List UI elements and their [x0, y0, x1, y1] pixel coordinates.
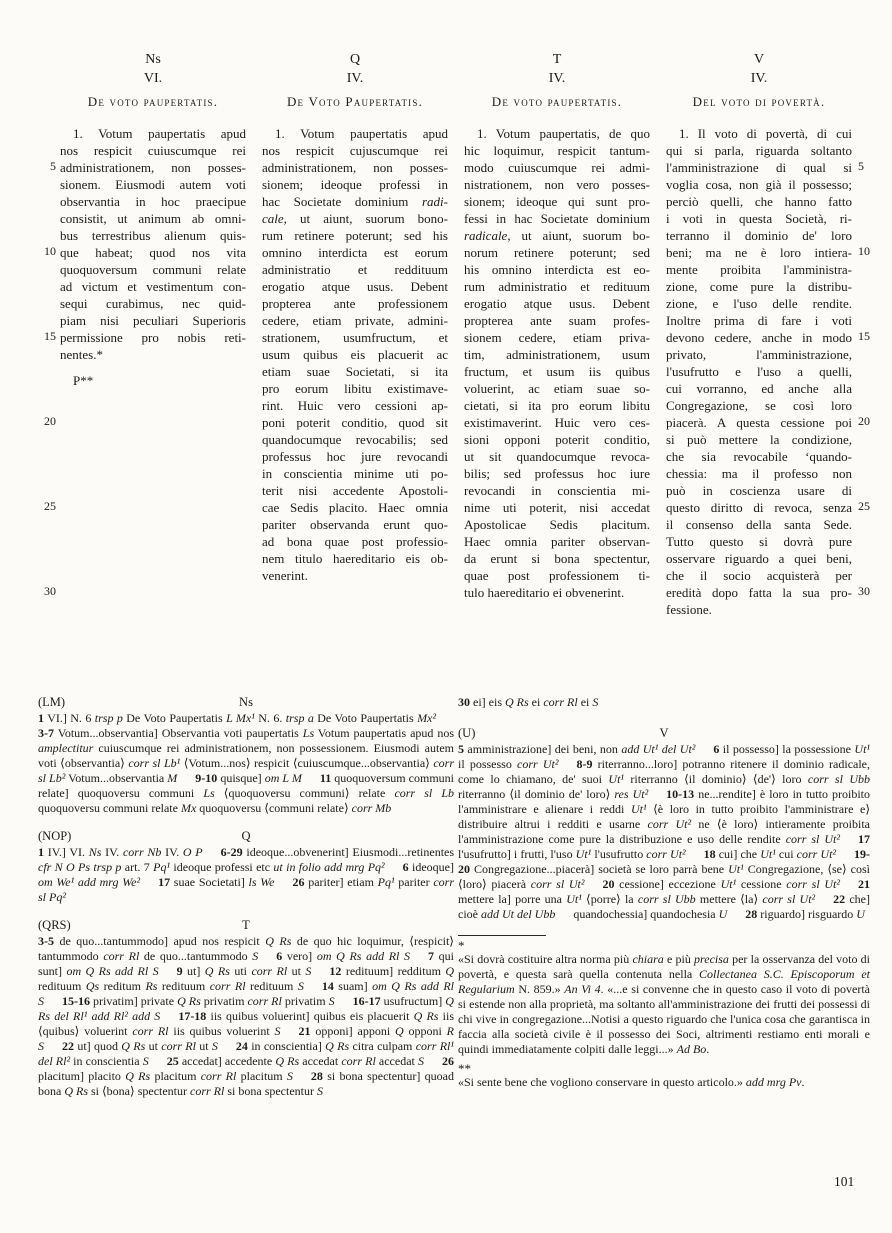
- witness-group-label: (QRS): [38, 918, 71, 932]
- text-line: piam nisi peculiari Superioris: [60, 313, 246, 328]
- text-line: nos respicit cuiuscumque rei: [60, 143, 246, 158]
- text-line: quandocumque revocabilis; sed: [262, 432, 448, 447]
- text-line: beni; ma ne è loro intiera-: [666, 245, 852, 260]
- column-text: [60, 125, 246, 363]
- line-number: 15: [44, 329, 56, 343]
- text-line: consistit, ut animum ab omni-: [60, 211, 246, 226]
- apparatus-header: [38, 829, 454, 845]
- text-line: hic loquimur, respicit tantum-: [464, 143, 650, 158]
- chapter-title: Del voto di povertà.: [692, 94, 826, 109]
- footnote-mark: *: [458, 938, 465, 953]
- text-line: in conscientia minime uti po-: [262, 466, 448, 481]
- witness-group-label: (NOP): [38, 829, 72, 843]
- text-line: rum administratio et redituum: [464, 279, 650, 294]
- text-line: radicale, ut aiunt, suorum bo-: [464, 228, 650, 243]
- footnote-text: «Si dovrà costituire altra norma più chiara e più precisa per la osservanza del voto di povertà, e questa sarà quella contenuta nella Collectanea S.C. Episcoporum et Regularium N. 859.» An Vi 4. «...e si convenne che in questo caso il voto di povertà si estende non alla proprietà, ma soltanto all'amministrazione dei frutti dei possessi di chi vive in congregazione...Notisi a questo riguardo che l'unica cosa che garantisca in faccia alla società civile è il possesso dei Soci, altrimenti restiamo enti morali e quindi immediatamente colpiti dalle leggi...» Ad Bo.: [458, 952, 870, 1056]
- column-text: [464, 125, 650, 601]
- text-line: mente proibita l'amministra-: [666, 262, 852, 277]
- text-line: terit nisi accedente Apostoli-: [262, 483, 448, 498]
- apparatus-siglum: Q: [241, 829, 251, 843]
- text-line: propterea ante professionem: [262, 296, 448, 311]
- text-line: rum retinere poterunt; sed his: [262, 228, 448, 243]
- text-line: zione, e l'uso delle rendite.: [666, 296, 852, 311]
- chapter-title: De Voto Paupertatis.: [286, 94, 424, 109]
- text-line: 1. Votum paupertatis apud: [73, 126, 246, 141]
- text-line: etiam suae Societati, si ita: [262, 364, 448, 379]
- text-line: 1. Votum paupertatis apud: [275, 126, 448, 141]
- text-line: nime uti poterit, nisi accedat: [464, 500, 650, 515]
- text-line: 1. Votum paupertatis, de quo: [477, 126, 650, 141]
- text-line: strationem, usumfructum, et: [262, 330, 448, 345]
- column-text: [262, 125, 448, 584]
- text-line: sionem cedere, etiam priva-: [464, 330, 650, 345]
- text-line: sionem; ideoque professi in: [262, 177, 448, 192]
- text-line: osservare riguardo a quei beni,: [666, 551, 852, 566]
- line-number: 20: [44, 414, 56, 428]
- paragraph-mark: P**: [73, 373, 94, 388]
- text-line: erogatio atque usus. Debent: [464, 296, 650, 311]
- text-line: sioni opponi poterit conditio,: [464, 432, 650, 447]
- text-line: l'usufrutto e l'uso a quelli,: [666, 364, 852, 379]
- page-number: 101: [834, 1174, 855, 1189]
- column-v: [666, 52, 852, 618]
- text-line: i voti in questa Società, ri-: [666, 211, 852, 226]
- line-number: 5: [858, 159, 864, 173]
- column-ns: [60, 52, 246, 389]
- text-line: 1. Il voto di povertà, di cui: [679, 126, 852, 141]
- text-line: si può mettere la condizione,: [666, 432, 852, 447]
- line-number: 25: [44, 499, 56, 513]
- manuscript-siglum: Q: [349, 52, 361, 67]
- text-line: fructum, et usum iis quibus: [464, 364, 650, 379]
- column-q: [262, 52, 448, 584]
- text-line: il consenso della santa Sede.: [666, 517, 852, 532]
- text-line: hac Societate dominium radi-: [262, 194, 448, 209]
- apparatus-entries: 1 VI.] N. 6 trsp p De Voto Paupertatis L Mx¹ N. 6. trsp a De Voto Paupertatis Mx² 3-7 Votum...observantia] Observantia voti paupertatis Ls Votum paupertatis apud nos amplectitur cuiuscumque rei administrationem, non possessionem. Eiusmodi autem voti ⟨observantia⟩ corr sl Lb¹ ⟨Votum...nos⟩ respicit ⟨cuiuscumque...observantia⟩ corr sl Lb² Votum...observantia M 9-10 quisque] om L M 11 quoquoversum communi relate] quoquoversu communi Ls ⟨quoquoversu communi⟩ relate corr sl Lb quoquoversu communi relate Mx quoquoversu ⟨communi relate⟩ corr Mb: [38, 711, 455, 815]
- text-line: que habeat; quod nos vita: [60, 245, 246, 260]
- chapter-numeral: IV.: [346, 71, 364, 86]
- text-line: Haec omnia pariter observan-: [464, 534, 650, 549]
- text-line: sequi curabimus, nec quid-: [60, 296, 246, 311]
- text-line: bus terrestribus alienum quis-: [60, 228, 246, 243]
- text-line: Inoltre prima di fare i voti: [666, 313, 852, 328]
- apparatus-right-column: [458, 695, 870, 1095]
- text-line: observantia in hoc praecipue: [60, 194, 246, 209]
- text-line: bilis; sed professus hoc iure: [464, 466, 650, 481]
- text-line: nos respicit cujuscumque rei: [262, 143, 448, 158]
- line-number: 5: [50, 159, 56, 173]
- apparatus-section-qrs: [38, 918, 454, 1099]
- text-line: erogatio atque usus. Debent: [262, 279, 448, 294]
- text-line: existimaverint. Huic vero ces-: [464, 415, 650, 430]
- line-number: 30: [44, 584, 56, 598]
- text-line: nentes.*: [60, 347, 103, 362]
- text-line: voluerint, ac etiam suae so-: [464, 381, 650, 396]
- manuscript-siglum: T: [552, 52, 562, 67]
- text-line: his omnino interdicta est eo-: [464, 262, 650, 277]
- line-number: 20: [858, 414, 870, 428]
- text-line: voglia cosa, non già il possesso;: [666, 177, 852, 192]
- text-line: questo diritto di revoca, senza: [666, 500, 852, 515]
- apparatus-siglum: V: [659, 726, 669, 740]
- column-text: [666, 125, 852, 618]
- text-line: che il socio acquisterà per: [666, 568, 852, 583]
- text-line: devono cedere, anche in modo: [666, 330, 852, 345]
- text-line: pro eorum libitu existimave-: [262, 381, 448, 396]
- text-line: rint. Huic vero cessioni ap-: [262, 398, 448, 413]
- text-line: pariter observanda erunt quo-: [262, 517, 448, 532]
- chapter-numeral: VI.: [143, 71, 163, 86]
- text-line: eredità dopo fatta la sua pro-: [666, 585, 852, 600]
- text-line: poni poterit conditio, quod sit: [262, 415, 448, 430]
- witness-group-label: (U): [458, 726, 476, 740]
- text-line: nistrationem, non vero posses-: [464, 177, 650, 192]
- text-line: può in coscienza usare di: [666, 483, 852, 498]
- chapter-numeral: IV.: [548, 71, 566, 86]
- line-number: 10: [858, 244, 870, 258]
- footnote-mark: **: [458, 1061, 471, 1076]
- text-line: cae Sedis placito. Haec omnia: [262, 500, 448, 515]
- line-number-rail-right: [858, 124, 888, 624]
- text-line: modo cuiuscumque rei admi-: [464, 160, 650, 175]
- text-line: sionem. Eiusmodi autem voti: [60, 177, 246, 192]
- text-line: che sia revocabile ‘quando-: [666, 449, 852, 464]
- line-number: 10: [44, 244, 56, 258]
- text-line: tim, administrationem, usum: [464, 347, 650, 362]
- footnote-separator-rule: [458, 935, 546, 936]
- text-line: omnino interdicta est eorum: [262, 245, 448, 260]
- apparatus-entries: 1 IV.] VI. Ns IV. corr Nb IV. O P 6-29 ideoque...obvenerint] Eiusmodi...retinentes cfr N O Ps trsp p art. 7 Pq¹ ideoque professi etc ut in folio add mrg Pq² 6 ideoque] om We¹ add mrg We² 17 suae Societati] ls We 26 pariter] etiam Pq¹ pariter corr sl Pq²: [38, 845, 455, 904]
- apparatus-header: [458, 726, 870, 742]
- text-line: usum quibus eis placuerit ac: [262, 347, 448, 362]
- text-line: cui vorranno, ed anche alla: [666, 381, 852, 396]
- text-line: privato, l'amministrazione,: [666, 347, 852, 362]
- text-line: Apostolicae Sedis placitum.: [464, 517, 650, 532]
- text-line: propterea ante suam profes-: [464, 313, 650, 328]
- line-number: 30: [858, 584, 870, 598]
- chapter-title: De voto paupertatis.: [87, 94, 219, 109]
- apparatus-entries: 3-5 de quo...tantummodo] apud nos respicit Q Rs de quo hic loquimur, ⟨respicit⟩ tantummodo corr Rl de quo...tantummodo S 6 vero] om Q Rs add Rl S 7 qui sunt] om Q Rs add Rl S 9 ut] Q Rs uti corr Rl ut S 12 redituum] redditum Q redituum Qs reditum Rs redituum corr Rl redituum S 14 suam] om Q Rs add Rl S 15-16 privatim] private Q Rs privatim corr Rl privatim S 16-17 usufructum] Q Rs del Rl¹ add Rl² add S 17-18 iis quibus voluerint] quibus eis placuerit Q Rs iis ⟨quibus⟩ voluerint corr Rl iis quibus voluerint S 21 opponi] apponi Q opponi R S 22 ut] quod Q Rs ut corr Rl ut S 24 in conscientia] Q Rs citra culpam corr Rl¹ del Rl² in conscientia S 25 accedat] accedente Q Rs accedat corr Rl accedat S 26 placitum] placito Q Rs placitum corr Rl placitum S 28 si bona spectentur] quoad bona Q Rs si ⟨bona⟩ spectentur corr Rl si bona spectentur S: [38, 934, 455, 1098]
- apparatus-header: [38, 918, 454, 934]
- line-number: 25: [858, 499, 870, 513]
- column-t: [464, 52, 650, 601]
- apparatus-section-lm: [38, 695, 454, 816]
- apparatus-siglum: Ns: [239, 695, 253, 709]
- text-line: perciò quelli, che hanno fatto: [666, 194, 852, 209]
- text-line: Tutto questo si dovrà pure: [666, 534, 852, 549]
- text-line: norum retinere poterunt; sed: [464, 245, 650, 260]
- text-line: cietati, si ita pro eorum libitu: [464, 398, 650, 413]
- text-line: qui si parla, riguarda soltanto: [666, 143, 852, 158]
- text-line: permissione pro nobis reti-: [60, 330, 246, 345]
- text-line: nem titulo haereditario eis ob-: [262, 551, 448, 566]
- footnote-text: «Si sente bene che vogliono conservare in questo articolo.» add mrg Pv.: [458, 1075, 805, 1089]
- text-line: piacerà. A questa cessione poi: [666, 415, 852, 430]
- text-line: quae post professionem ti-: [464, 568, 650, 583]
- apparatus-siglum: T: [242, 918, 250, 932]
- apparatus-section-u: [458, 726, 870, 922]
- chapter-title: De voto paupertatis.: [491, 94, 623, 109]
- text-line: ad bona quae post professio-: [262, 534, 448, 549]
- text-line: l'amministrazione di qual si: [666, 160, 852, 175]
- line-number: 15: [858, 329, 870, 343]
- text-line: administrationem, non posses-: [60, 160, 246, 175]
- line-number-rail-left: [26, 124, 56, 624]
- text-line: ut sit quandocumque revoca-: [464, 449, 650, 464]
- manuscript-siglum: Ns: [145, 52, 161, 67]
- text-line: administratio et reddituum: [262, 262, 448, 277]
- text-line: zione, come pure la distribu-: [666, 279, 852, 294]
- apparatus-carryover-entry: 30 ei] eis Q Rs ei corr Rl ei S: [458, 695, 599, 709]
- text-line: sionem; ideoque qui sunt pro-: [464, 194, 650, 209]
- text-line: fessi in hac Societate dominium: [464, 211, 650, 226]
- witness-group-label: (LM): [38, 695, 66, 709]
- text-line: fessione.: [666, 602, 712, 617]
- text-line: terranno il dominio de' loro: [666, 228, 852, 243]
- text-line: da erunt si bona spectentur,: [464, 551, 650, 566]
- apparatus-left-column: [38, 695, 454, 1112]
- text-line: cedere, etiam private, admini-: [262, 313, 448, 328]
- text-line: revocandi in conscientia mi-: [464, 483, 650, 498]
- text-line: cale, ut aiunt, suorum bono-: [262, 211, 448, 226]
- text-line: Congregazione, se così loro: [666, 398, 852, 413]
- apparatus-entries: 5 amministrazione] dei beni, non add Ut¹ del Ut² 6 il possesso] la possessione Ut¹ il possesso corr Ut² 8-9 riterranno...loro] potranno ritenere il dominio radicale, come lo chiamano, de' suoi Ut¹ riterranno ⟨il dominio⟩ ⟨de'⟩ loro corr sl Ubb riterranno ⟨il dominio de' loro⟩ res Ut² 10-13 ne...rendite] è loro in tutto proibito l'amministrare e alienare i reddi Ut¹ ⟨è loro in tutto proibito l'amministrare e⟩ distribuire altrui i redditi e usarne corr Ut² ne ⟨è loro⟩ intieramente proibita l'amministrazione come pure la distribuzione e uso delle rendite corr sl Ut² 17 l'usufrutto] i frutti, l'uso Ut¹ l'usufrutto corr Ut² 18 cui] che Ut¹ cui corr Ut² 19-20 Congregazione...piacerà] società se loro parrà bene Ut¹ Congregazione, ⟨se⟩ così ⟨loro⟩ piacerà corr sl Ut² 20 cessione] eccezione Ut¹ cessione corr sl Ut² 21 mettere la] porre una Ut¹ ⟨porre⟩ la corr sl Ubb mettere ⟨la⟩ corr sl Ut² 22 che] cioè add Ut del Ubb quandochessia] quandochesia U 28 riguardo] risguardo U: [458, 742, 871, 921]
- text-line: quoquoversum communi relate: [60, 262, 246, 277]
- manuscript-siglum: V: [753, 52, 765, 67]
- text-line: administrationem, non posses-: [262, 160, 448, 175]
- apparatus-header: [38, 695, 454, 711]
- text-line: chessia: ma il professo non: [666, 466, 852, 481]
- text-line: professus hoc jure revocandi: [262, 449, 448, 464]
- apparatus-section-nop: [38, 829, 454, 905]
- text-line: tulo haereditario ei obvenerint.: [464, 585, 625, 600]
- text-line: ad victum et vestimentum con-: [60, 279, 246, 294]
- chapter-numeral: IV.: [750, 71, 768, 86]
- text-line: venerint.: [262, 568, 308, 583]
